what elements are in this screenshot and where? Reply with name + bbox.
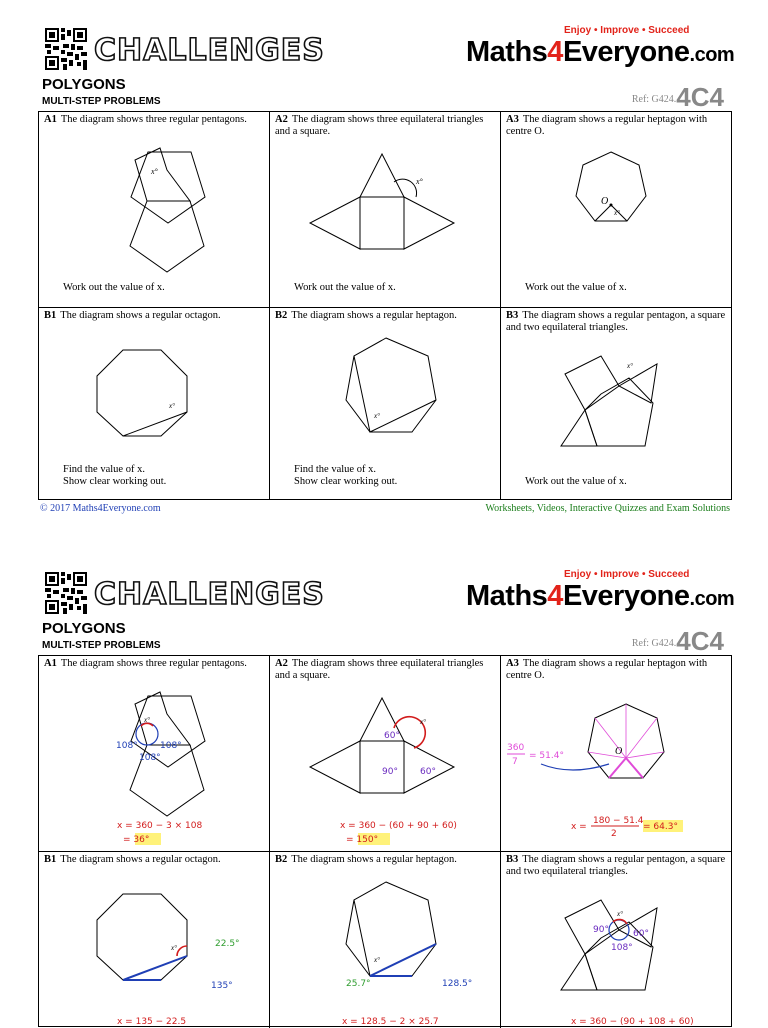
- pentagons-solution-diagram: [39, 656, 270, 852]
- angle-x-label: x°: [374, 412, 380, 420]
- topic-title: POLYGONS: [42, 620, 126, 637]
- fraction-num: 360: [507, 743, 525, 753]
- centre-o-label: O: [601, 196, 609, 207]
- question-a2: A2 The diagram shows three equilateral triangles and a square. x° Work out the value of x.: [270, 112, 501, 308]
- reference-code: Ref: G424.4C4: [631, 82, 724, 112]
- task-a2: Work out the value of x.: [294, 282, 396, 293]
- svg-text:x°: x°: [144, 716, 150, 724]
- question-b1: B1 The diagram shows a regular octagon. x° Find the value of x. Show clear working out.: [39, 308, 270, 500]
- task-a1: Work out the value of x.: [63, 282, 165, 293]
- svg-text:x°: x°: [171, 944, 177, 952]
- answer-a3-num: 180 − 51.4: [593, 816, 644, 826]
- brand-tagline: Enjoy • Improve • Succeed: [564, 25, 690, 36]
- resources-link[interactable]: Worksheets, Videos, Interactive Quizzes and Exam Solutions: [485, 503, 730, 514]
- answer-a2-line2: = 150°: [346, 835, 379, 845]
- task-b3: Work out the value of x.: [525, 476, 627, 487]
- brand-logo[interactable]: [466, 26, 734, 78]
- heptagon-solution-diagram-b2: [270, 852, 501, 1028]
- angle-108-label: 108°: [139, 753, 161, 763]
- heptagon-solution-diagram: [501, 656, 732, 852]
- answer-a3-den: 2: [611, 829, 617, 839]
- triangles-square-diagram: [270, 112, 501, 308]
- angle-90-label: 90°: [382, 767, 398, 777]
- brand-name: Maths4Everyone.com: [466, 580, 735, 612]
- angle-x-label: x°: [627, 362, 633, 370]
- fraction-result: = 51.4°: [529, 751, 564, 761]
- pentagon-square-solution-diagram: [501, 852, 732, 1028]
- answer-a3: A3 The diagram shows a regular heptagon with centre O. O 360 7 = 51.4° x = 180 − 51.4 2 = 64.3°: [501, 656, 732, 852]
- question-b2: B2 The diagram shows a regular heptagon. x° Find the value of x. Show clear working out.: [270, 308, 501, 500]
- answer-b3-line1: x = 360 − (90 + 108 + 60): [571, 1017, 694, 1027]
- pentagon-square-triangles-diagram: [501, 308, 732, 500]
- triangles-square-solution-diagram: [270, 656, 501, 852]
- pentagons-diagram: [39, 112, 270, 308]
- question-b3: B3 The diagram shows a regular pentagon, a square and two equilateral triangles. x° Work out the value of x.: [501, 308, 732, 500]
- brand-name: Maths4Everyone.com: [466, 36, 735, 68]
- answer-a1: A1 The diagram shows three regular pentagons. x° 108° 108° 108° x = 360 − 3 × 108 = 36°: [39, 656, 270, 852]
- answer-b2: B2 The diagram shows a regular heptagon. x° 25.7° 128.5° x = 128.5 − 2 × 25.7: [270, 852, 501, 1028]
- octagon-solution-diagram: [39, 852, 270, 1028]
- answer-b1-line1: x = 135 − 22.5: [117, 1017, 187, 1027]
- angle-x-label: x°: [169, 402, 175, 410]
- angle-1285-label: 128.5°: [442, 979, 473, 989]
- answer-b3: B3 The diagram shows a regular pentagon, a square and two equilateral triangles. x° 90° 60° 108° x = 360 − (90 + 108 + 60): [501, 852, 732, 1028]
- answer-a2-line1: x = 360 − (60 + 90 + 60): [340, 821, 457, 831]
- heptagon-centre-diagram: [501, 112, 732, 308]
- qr-code-icon: [45, 572, 87, 614]
- angle-60-label: 60°: [633, 929, 649, 939]
- worksheet-answers: [0, 544, 768, 1027]
- brand-logo[interactable]: [466, 570, 734, 622]
- angle-x-label: x°: [416, 177, 423, 186]
- answer-a1-line1: x = 360 − 3 × 108: [117, 821, 203, 831]
- angle-60-label: 60°: [384, 731, 400, 741]
- answer-b1: B1 The diagram shows a regular octagon. x° 22.5° 135° x = 135 − 22.5: [39, 852, 270, 1028]
- svg-text:x°: x°: [420, 718, 426, 726]
- answer-a2: A2 The diagram shows three equilateral triangles and a square. x° 60° 90° 60° x = 360 − (60 + 90 + 60) = 150°: [270, 656, 501, 852]
- challenges-title: CHALLENGES: [94, 33, 325, 68]
- challenges-title: CHALLENGES: [94, 577, 325, 612]
- angle-x-label: x°: [151, 167, 158, 176]
- copyright-link[interactable]: © 2017 Maths4Everyone.com: [40, 503, 161, 514]
- question-a3: A3 The diagram shows a regular heptagon with centre O. O x° Work out the value of x.: [501, 112, 732, 308]
- angle-60-label: 60°: [420, 767, 436, 777]
- qr-code-icon: [45, 28, 87, 70]
- task-b2-working: Show clear working out.: [294, 476, 398, 487]
- answer-grid: [38, 655, 732, 1027]
- angle-108-label: 108°: [116, 741, 138, 751]
- angle-135-label: 135°: [211, 981, 233, 991]
- svg-text:x°: x°: [617, 910, 623, 918]
- task-b1: Find the value of x.: [63, 464, 145, 475]
- angle-225-label: 22.5°: [215, 939, 240, 949]
- task-b1-working: Show clear working out.: [63, 476, 167, 487]
- question-grid: [38, 111, 732, 500]
- angle-108-label: 108°: [611, 943, 633, 953]
- task-a3: Work out the value of x.: [525, 282, 627, 293]
- answer-a3-lhs: x =: [571, 822, 587, 832]
- subtopic-title: MULTI-STEP PROBLEMS: [42, 96, 161, 107]
- topic-title: POLYGONS: [42, 76, 126, 93]
- angle-257-label: 25.7°: [346, 979, 371, 989]
- angle-108-label: 108°: [160, 741, 182, 751]
- answer-b2-line1: x = 128.5 − 2 × 25.7: [342, 1017, 439, 1027]
- answer-a1-line2: = 36°: [123, 835, 150, 845]
- fraction-den: 7: [512, 757, 518, 767]
- reference-code: Ref: G424.4C4: [631, 626, 724, 656]
- answer-a3-result: = 64.3°: [643, 822, 678, 832]
- angle-90-label: 90°: [593, 925, 609, 935]
- subtopic-title: MULTI-STEP PROBLEMS: [42, 640, 161, 651]
- angle-x-label: x°: [614, 209, 620, 217]
- brand-tagline: Enjoy • Improve • Succeed: [564, 569, 690, 580]
- svg-text:O: O: [615, 746, 623, 757]
- task-b2: Find the value of x.: [294, 464, 376, 475]
- svg-text:x°: x°: [374, 956, 380, 964]
- question-a1: A1 The diagram shows three regular pentagons. x° Work out the value of x.: [39, 112, 270, 308]
